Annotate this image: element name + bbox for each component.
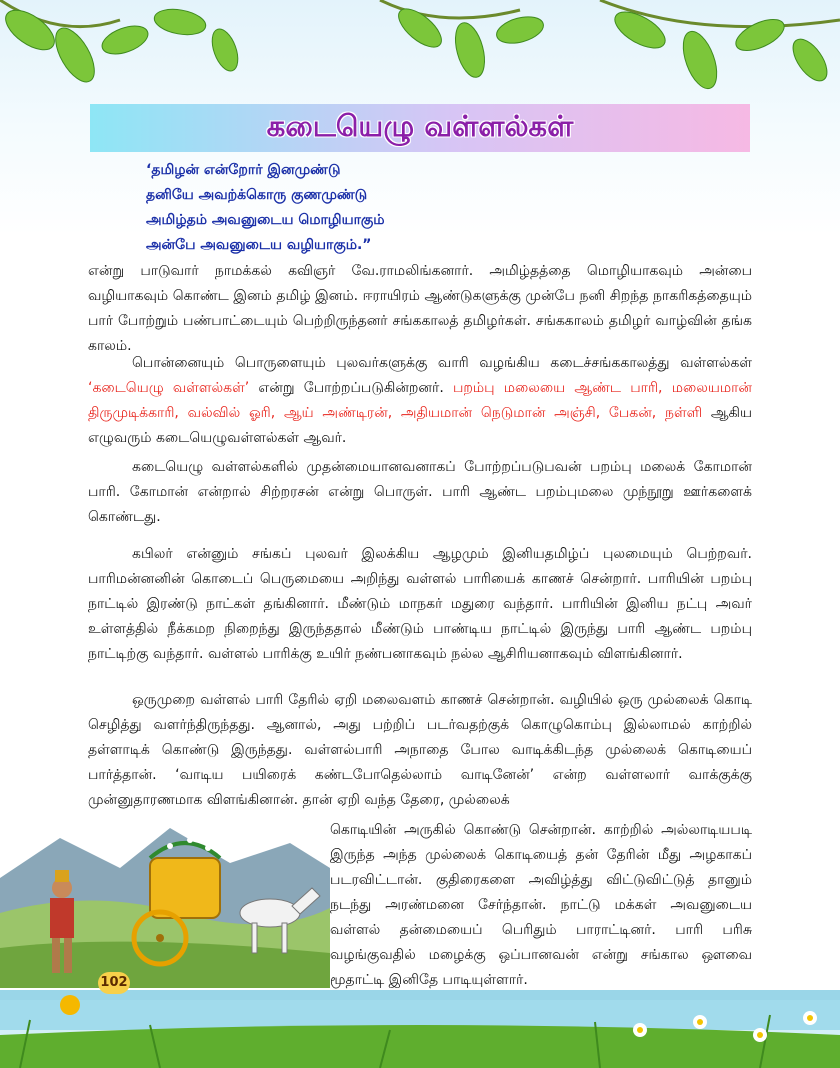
title-banner <box>90 104 750 152</box>
highlight-title: ‘கடையெழு வள்ளல்கள்’ <box>88 380 250 396</box>
sunflower <box>60 995 80 1015</box>
paragraph-2-text-b: என்று போற்றப்படுகின்றனர். <box>249 380 453 396</box>
paragraph-6: கொடியின் அருகில் கொண்டு சென்றான். காற்றில் அல்லாடியபடி இருந்த அந்த முல்லைக் கொடியைத் தன் தேரின் மீது அழகாகப் படரவிட்டான். குதிரைகளை அவிழ்த்து விட்டுவிட்டுத் தானும் நடந்து அரண்மனை சேர்ந்தான். நாட்டு மக்கள் அவனுடைய வள்ளல் தன்மையைப் பெரிதும் பாராட்டினர். பாரி பரிசு வழங்குவதில் மழைக்கு ஒப்பானவன் என்று சங்கால ஔவை மூதாட்டி இனிதே பாடியுள்ளார். <box>330 822 752 988</box>
poem-line: தனியே அவற்க்கொரு குணமுண்டு <box>146 187 368 203</box>
paragraph-1: என்று பாடுவார் நாமக்கல் கவிஞர் வே.ராமலிங்கனார். அமிழ்தத்தை மொழியாகவும் அன்பை வழியாகவும் கொண்ட இனம் தமிழ் இனம். ஈராயிரம் ஆண்டுகளுக்கு முன்பே நனி சிறந்த நாகரிகத்தையும் பார் போற்றும் பண்பாட்டையும் பெற்றிருந்தனர் சங்ககாலத் தமிழர்கள். சங்ககாலம் தமிழர் வாழ்வின் தங்க காலம். <box>88 263 752 354</box>
poem-block <box>146 158 546 258</box>
page-title: கடையெழு வள்ளல்கள் <box>266 109 574 143</box>
paragraph-5: ஒருமுறை வள்ளல் பாரி தேரில் ஏறி மலைவளம் காணச் சென்றான். வழியில் ஒரு முல்லைக் கொடி செழித்து வளர்ந்திருந்தது. ஆனால், அது பற்றிப் படர்வதற்குக் கொழுகொம்பு இல்லாமல் காற்றில் தள்ளாடிக் கொண்டு இருந்தது. வள்ளல்பாரி அநாதை போல வாடிக்கிடந்த முல்லைக் கொடியைப் பார்த்தான். ‘வாடிய பயிரைக் கண்டபோதெல்லாம் வாடினேன்’ என்ற வள்ளலார் வாக்குக்கு முன்னுதாரணமாக விளங்கினான். தான் ஏறி வந்த தேரை, முல்லைக் <box>88 692 752 808</box>
poem-line: அமிழ்தம் அவனுடைய மொழியாகும் <box>146 212 385 228</box>
paragraph-2 <box>88 351 752 451</box>
paragraph-2-text-c: ஆகிய எழுவரும் கடையெழுவள்ளல்கள் ஆவர். <box>88 405 753 446</box>
page-number: 102 <box>98 972 130 994</box>
paragraph-4: கபிலர் என்னும் சங்கப் புலவர் இலக்கிய ஆழமும் இனியதமிழ்ப் புலமையும் பெற்றவர். பாரிமன்னனின் கொடைப் பெருமையை அறிந்து வள்ளல் பாரியைக் காணச் சென்றார். பாரியின் பறம்பு நாட்டில் இரண்டு நாட்கள் தங்கினார். மீண்டும் மாநகர் மதுரை வந்தார். பாரியின் இனிய நட்பு அவர் உள்ளத்தில் நீக்கமற நிறைந்து இருந்ததால் மீண்டும் பாண்டிய நாட்டில் இருந்து பாரி ஆண்ட பறம்பு நாட்டிற்கு வந்தார். வள்ளல் பாரிக்கு உயிர் நண்பனாகவும் நல்ல ஆசிரியனாகவும் விளங்கினார். <box>88 546 752 662</box>
poem-line: அன்பே அவனுடைய வழியாகும்.” <box>146 237 372 253</box>
highlight-patrons-list: பறம்பு மலையை ஆண்ட பாரி, மலையமான் திருமுடிக்காரி, வல்வில் ஓரி, ஆய் அண்டிரன், அதியமான் நெடுமான் அஞ்சி, பேகன், நள்ளி <box>88 380 752 421</box>
paragraph-2-text-a: பொன்னையும் பொருளையும் புலவர்களுக்கு வாரி வழங்கிய கடைச்சங்ககாலத்து வள்ளல்கள் <box>132 355 752 371</box>
paragraph-3: கடையெழு வள்ளல்களில் முதன்மையானவனாகப் போற்றப்படுபவன் பறம்பு மலைக் கோமான் பாரி. கோமான் என்றால் சிற்றரசன் என்று பொருள். பாரி ஆண்ட பறம்புமலை முந்நூறு ஊர்களைக் கொண்டது. <box>88 459 752 525</box>
poem-line: ‘தமிழன் என்றோர் இனமுண்டு <box>146 162 341 178</box>
leaves-decoration <box>0 0 840 110</box>
